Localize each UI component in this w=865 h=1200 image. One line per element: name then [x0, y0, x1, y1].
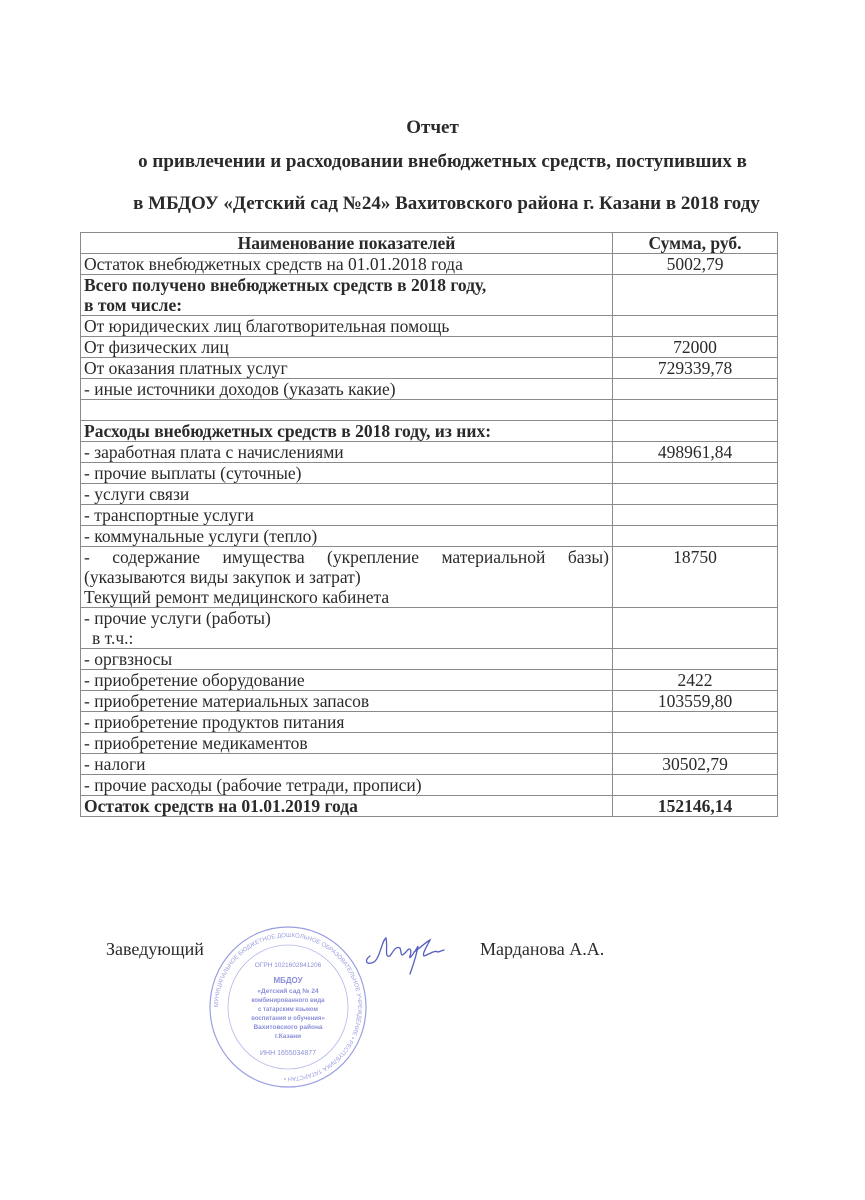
row-name: Остаток средств на 01.01.2019 года	[81, 796, 613, 817]
row-name-line-1: - прочие услуги (работы)	[84, 608, 271, 628]
row-amount: 18750	[613, 547, 778, 608]
table-row	[81, 379, 778, 400]
table-row	[81, 547, 778, 608]
row-name: - приобретение медикаментов	[81, 733, 613, 754]
row-amount	[613, 505, 778, 526]
row-name: - оргвзносы	[81, 649, 613, 670]
signature-stroke	[367, 938, 444, 974]
row-amount	[613, 275, 778, 316]
stamp-line: воспитания и обучения»	[251, 1016, 325, 1022]
row-name: - транспортные услуги	[81, 505, 613, 526]
row-name-line-2: Текущий ремонт медицинского кабинета	[84, 587, 390, 607]
row-name: Остаток внебюджетных средств на 01.01.2018 года	[81, 254, 613, 275]
row-amount	[613, 775, 778, 796]
table-row	[81, 358, 778, 379]
row-amount	[613, 526, 778, 547]
table-row-total	[81, 796, 778, 817]
row-name: - приобретение материальных запасов	[81, 691, 613, 712]
row-amount: 30502,79	[613, 754, 778, 775]
stamp-line: г.Казани	[274, 1033, 302, 1040]
report-subtitle-line-2: в МБДОУ «Детский сад №24» Вахитовского района г. Казани в 2018 году	[133, 193, 760, 214]
stamp-line: МБДОУ	[273, 976, 303, 985]
report-table	[80, 232, 778, 817]
row-amount	[613, 316, 778, 337]
header-name: Наименование показателей	[81, 233, 613, 254]
handwritten-signature	[360, 928, 450, 978]
row-name: - налоги	[81, 754, 613, 775]
stamp-ring-text: МУНИЦИПАЛЬНОЕ БЮДЖЕТНОЕ ДОШКОЛЬНОЕ ОБРАЗОВАТЕЛЬНОЕ УЧРЕЖДЕНИЕ • РЕСПУБЛИКА ТАТАРСТАН •	[213, 932, 363, 1082]
table-row	[81, 733, 778, 754]
table-row	[81, 691, 778, 712]
official-stamp	[207, 925, 369, 1090]
row-amount: 5002,79	[613, 254, 778, 275]
row-amount: 152146,14	[613, 796, 778, 817]
row-amount	[613, 733, 778, 754]
row-name: От юридических лиц благотворительная помощь	[81, 316, 613, 337]
stamp-line: «Детский сад № 24	[257, 988, 319, 995]
table-row	[81, 337, 778, 358]
row-name: - прочие выплаты (суточные)	[81, 463, 613, 484]
table-row-empty	[81, 400, 778, 421]
table-row	[81, 421, 778, 442]
row-name	[81, 608, 613, 649]
row-name: От оказания платных услуг	[81, 358, 613, 379]
table-row	[81, 442, 778, 463]
row-amount	[613, 649, 778, 670]
stamp-line: комбинированного вида	[251, 998, 325, 1004]
table-header-row	[81, 233, 778, 254]
row-name-line-1: Всего получено внебюджетных средств в 2018 году,	[84, 275, 487, 295]
row-amount: 729339,78	[613, 358, 778, 379]
table-row	[81, 775, 778, 796]
row-name	[81, 275, 613, 316]
table-row	[81, 254, 778, 275]
row-name: - приобретение продуктов питания	[81, 712, 613, 733]
row-amount	[613, 484, 778, 505]
signatory-name: Марданова А.А.	[480, 939, 605, 959]
report-subtitle-line-1: о привлечении и расходовании внебюджетных средств, поступивших в	[138, 151, 747, 172]
stamp-inn: ИНН 1655034877	[259, 1050, 317, 1057]
row-amount: 72000	[613, 337, 778, 358]
row-name: Расходы внебюджетных средств в 2018 году, из них:	[81, 421, 613, 442]
row-amount: 498961,84	[613, 442, 778, 463]
table-row	[81, 505, 778, 526]
signatory-role: Заведующий	[106, 939, 204, 959]
row-name: - заработная плата с начислениями	[81, 442, 613, 463]
header-amount: Сумма, руб.	[613, 233, 778, 254]
table-row	[81, 608, 778, 649]
row-amount	[613, 400, 778, 421]
stamp-ogrn: ОГРН 1021602841206	[254, 962, 322, 969]
table-row	[81, 649, 778, 670]
row-name-line-1: - содержание имущества (укрепление материальной базы) (указываются виды закупок и затрат)	[84, 547, 609, 587]
row-name: - услуги связи	[81, 484, 613, 505]
row-name: От физических лиц	[81, 337, 613, 358]
table-row	[81, 316, 778, 337]
row-amount	[613, 421, 778, 442]
table-row	[81, 712, 778, 733]
table-row	[81, 275, 778, 316]
stamp-line: Вахитовского района	[253, 1024, 323, 1031]
report-title: Отчет	[406, 117, 459, 138]
row-amount: 103559,80	[613, 691, 778, 712]
table-row	[81, 484, 778, 505]
table-row	[81, 754, 778, 775]
row-name: - приобретение оборудование	[81, 670, 613, 691]
row-amount	[613, 463, 778, 484]
row-name-line-2: в т.ч.:	[92, 628, 134, 648]
table-row	[81, 463, 778, 484]
row-amount: 2422	[613, 670, 778, 691]
row-name: - иные источники доходов (указать какие)	[81, 379, 613, 400]
table-row	[81, 670, 778, 691]
row-name	[81, 547, 613, 608]
stamp-center-text	[251, 976, 325, 1040]
stamp-line: с татарским языком	[258, 1007, 318, 1013]
row-name: - прочие расходы (рабочие тетради, прописи)	[81, 775, 613, 796]
row-amount	[613, 608, 778, 649]
row-amount	[613, 379, 778, 400]
table-row	[81, 526, 778, 547]
row-name	[81, 400, 613, 421]
row-amount	[613, 712, 778, 733]
row-name-line-2: в том числе:	[84, 295, 183, 315]
row-name: - коммунальные услуги (тепло)	[81, 526, 613, 547]
